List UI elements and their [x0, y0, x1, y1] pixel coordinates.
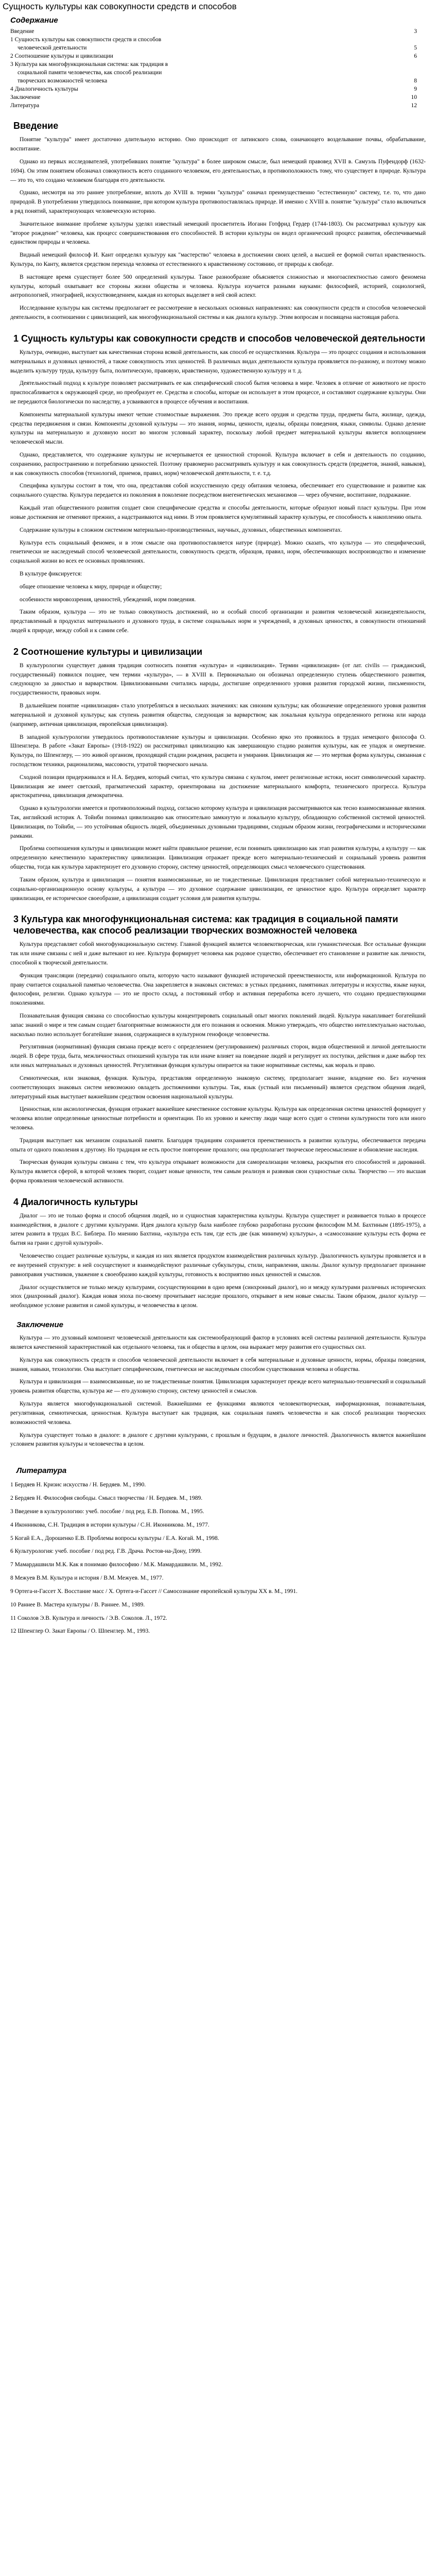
literature-item: 11 Соколов Э.В. Культура и личность / Э.В. Соколов. Л., 1972. — [10, 1615, 167, 1621]
literature-item: 7 Мамардашвили М.К. Как я понимаю философию / М.К. Мамардашвили. М., 1992. — [10, 1562, 223, 1568]
paragraph: Культура, очевидно, выступает как качественная сторона всякой деятельности, как способ ее осуществления. Культура — это процесс создания и использования материальных и духовных ценностей, а также совокупность этих ценностей. В различных видах деятельности культура проявляется по-разному, и поэтому можно выделить культуру труда, культуру быта, политическую, правовую, нравственную, художественную культуру и т. д. — [10, 349, 426, 374]
toc-entry-title: 4 Диалогичность культуры — [10, 86, 78, 93]
paragraph: Однако из первых исследователей, употребивших понятие "культура" в более широком смысле, был немецкий правовед XVII в. Самуэль Пуфендорф (1632-1694). Он этим понятием обозначал совокупность всего созданного человеком, его деятельностью, в противоположность тому, что существует в природе. Культура — это то, что создано человеком благодаря его деятельности. — [10, 158, 426, 183]
toc-entry-page — [396, 60, 422, 69]
toc-entry-page: 6 — [414, 53, 417, 60]
toc-entry-title: творческих возможностей человека — [18, 78, 108, 84]
paragraph: Понятие "культура" имеет достаточно длительную историю. Оно происходит от латинского слова, означающего возделывание почвы, обрабатывание, воспитание. — [10, 137, 426, 152]
intro-section — [10, 135, 426, 323]
paragraph: Исследование культуры как системы предполагает ее рассмотрение в нескольких основных направлениях: как совокупности средств и способов человеческой деятельности, в соотношении с цивилизацией, как многофункциональной системы и как диалога культур. Этим вопросам и посвящена настоящая работа. — [10, 305, 426, 321]
paragraph: общее отношение человека к миру, природе и обществу; — [20, 583, 162, 590]
paragraph: Проблема соотношения культуры и цивилизации может найти правильное решение, если понимать цивилизацию как этап развития культуры, а культуру — как определенную качественную характеристику цивилизации. Цивилизация отражает прежде всего материально-технический и социальный уровень развития общества, тогда как культура характеризует его духовную сторону, систему ценностей, определяющих смысл человеческого существования. — [10, 845, 426, 871]
paragraph: Содержание культуры в сложном системном материально-производственных, научных, духовных, общественных компонентах. — [20, 527, 342, 533]
toc-entry-title: 3 Культура как многофункциональная система: как традиция в — [10, 61, 168, 68]
toc-entry-page — [396, 69, 422, 77]
literature-heading: Литература — [16, 1466, 67, 1476]
toc-entry-page: 9 — [414, 86, 417, 93]
toc-entry-title: Введение — [10, 28, 34, 35]
section4-body — [10, 1212, 426, 1311]
toc-entry-page: 3 — [414, 28, 417, 35]
document-body — [10, 120, 426, 1636]
paragraph: Деятельностный подход к культуре позволяет рассматривать ее как специфический способ бытия человека в мире. Человек в отличие от животного не просто приспосабливается к окружающей среде, но преобразует ее. Средства и способы, которые он использует в этом процессе, и составляют содержание культуры. Они не передаются биологически по наследству, а усваиваются в процессе обучения и воспитания. — [10, 380, 426, 405]
toc-entry-page: 5 — [414, 45, 417, 52]
paragraph: Видный немецкий философ И. Кант определял культуру как "мастерство" человека в достижении своих целей, а высшей ее формой считал нравственность. Культура, по Канту, является средством перехода человека от естественного к нравственному состоянию, от природы к свободе. — [10, 252, 426, 267]
toc-entry-title: социальной памяти человечества, как способ реализации — [18, 70, 162, 76]
conclusion-heading: Заключение — [16, 1320, 63, 1329]
paragraph: В настоящее время существует более 500 определений культуры. Такое разнообразие объясняется сложностью и многоаспектностью самого феномена культуры, который охватывает все стороны жизни общества и человека. Культура изучается разными науками: философией, историей, социологией, антропологией, этнографией, искусствоведением, каждая из которых выделяет в ней свой аспект. — [10, 274, 426, 299]
toc-heading: Содержание — [10, 16, 58, 25]
paragraph: Культура как совокупность средств и способов человеческой деятельности включает в себя материальные и духовные ценности, нормы, образцы поведения, знания, навыки, технологии. Она выступает специфическим, генетически не наследуемым способом существования человека и общества. — [10, 1357, 426, 1372]
toc-entry-page — [396, 36, 422, 44]
toc-entry[interactable] — [10, 77, 422, 85]
section3-body — [10, 940, 426, 1186]
paragraph: Культура существует только в диалоге: в диалоге с другими культурами, с прошлым и будущим, в диалоге личностей. Диалогичность является важнейшим условием развития культуры и человечества в целом. — [10, 1432, 426, 1448]
paragraph: Познавательная функция связана со способностью культуры концентрировать социальный опыт многих поколений людей. Культура накапливает богатейший запас знаний о мире и тем самым создает благоприятные возможности для его познания и освоения. Можно утверждать, что общество интеллектуально настолько, насколько полно использует богатейшие знания, содержащиеся в культурном генофонде человечества. — [10, 1013, 426, 1038]
toc-entry[interactable] — [10, 52, 422, 60]
toc-entry[interactable] — [10, 85, 422, 93]
paragraph: Культура представляет собой многофункциональную систему. Главной функцией является человекотворческая, или гуманистическая. Все остальные функции так или иначе связаны с ней и даже вытекают из нее. Культура формирует человека как родовое существо, обеспечивает его становление и развитие как личности, способной к творческой деятельности. — [10, 941, 426, 966]
table-of-contents — [10, 14, 422, 110]
paragraph: Диалог осуществляется не только между культурами, сосуществующими в одно время (синхронный диалог), но и между культурами различных исторических эпох (диахронный диалог). Каждая новая эпоха по-своему прочитывает наследие прошлого, открывает в нем новые смыслы. Таким образом, диалог культур — необходимое условие развития и самой культуры, и человечества в целом. — [10, 1284, 426, 1309]
paragraph: Творческая функция культуры связана с тем, что культура открывает возможности для самореализации человека, раскрытия его способностей и дарований. Культура является сферой, в которой человек творит, создает новые ценности, тем самым реализуя и развивая свои сущностные силы. Творчество — это высшая форма проявления человеческой активности. — [10, 1159, 426, 1184]
paragraph: Таким образом, культура — это не только совокупность достижений, но и особый способ организации и развития человеческой жизнедеятельности, представленный в продуктах материального и духовного труда, в системе социальных норм и учреждений, в духовных ценностях, в совокупности отношений людей к природе, между собой и к самим себе. — [10, 609, 426, 634]
toc-entry[interactable] — [10, 60, 422, 69]
literature-item: 3 Введение в культурологию: учеб. пособие / под ред. Е.В. Попова. М., 1995. — [10, 1509, 204, 1515]
literature-item: 6 Культурология: учеб. пособие / под ред. Г.В. Драча. Ростов-на-Дону, 1999. — [10, 1548, 202, 1555]
literature-item: 5 Когай Е.А., Дорошенко Е.В. Проблемы вопросы культуры / Е.А. Когай. М., 1998. — [10, 1535, 219, 1541]
section1-body — [10, 348, 426, 636]
section2-heading: 2 Соотношение культуры и цивилизации — [13, 646, 203, 657]
toc-entry-page: 12 — [411, 103, 417, 109]
toc-entry-title: человеческой деятельности — [18, 45, 87, 52]
toc-entry[interactable] — [10, 101, 422, 110]
toc-list — [10, 27, 422, 110]
literature-list — [10, 1481, 426, 1636]
toc-entry[interactable] — [10, 93, 422, 101]
paragraph: Таким образом, культура и цивилизация — понятия взаимосвязанные, но не тождественные. Цивилизация представляет собой материально-техническую и социально-организационную основу культуры, а культура — это духовное содержание цивилизации, ее ценностное ядро. Культура определяет характер цивилизации, ее историческое своеобразие, а цивилизация создает условия для развития культуры. — [10, 876, 426, 902]
paragraph: Ценностная, или аксиологическая, функция отражает важнейшее качественное состояние культуры. Культура как определенная система ценностей формирует у человека вполне определенные ценностные потребности и ориентации. По их уровню и качеству люди чаще всего судят о степени культурности того или иного человека. — [10, 1106, 426, 1131]
paragraph: Каждый этап общественного развития создает свои специфические средства и способы деятельности, которые образуют новый пласт культуры. При этом новые достижения не отменяют прежних, а надстраиваются над ними. В этом проявляется кумулятивный характер культуры, ее способность к накоплению опыта. — [10, 505, 426, 520]
section1-heading: 1 Сущность культуры как совокупности средств и способов человеческой деятельности — [13, 333, 425, 344]
paragraph: Функция трансляции (передачи) социального опыта, которую часто называют функцией исторической преемственности, или информационной. Культура по праву считается социальной памятью человечества. Она закрепляется в знаковых системах: в устных преданиях, памятниках литературы и искусства, языке науки, философии, религии. Однако культура — это не просто склад, а постоянный отбор и активная переработка всего лучшего, что создано предшествующими поколениями. — [10, 972, 426, 1007]
toc-entry[interactable] — [10, 36, 422, 44]
toc-entry[interactable] — [10, 69, 422, 77]
paragraph: Специфика культуры состоит в том, что она, представляя собой искусственную среду обитания человека, обеспечивает его существование и развитие как социального существа. Культура передается из поколения в поколение посредством внегенетических механизмов — через обучение, воспитание, подражание. — [10, 483, 426, 499]
toc-entry-title: 1 Сущность культуры как совокупности средств и способов — [10, 37, 162, 43]
paragraph: Диалог — это не только форма и способ общения людей, но и сущностная характеристика культуры. Культура существует и развивается только в процессе взаимодействия, в диалоге с другими культурами. Идея диалога культур была наиболее глубоко разработана русским философом М.М. Бахтиным (1895-1975), а затем развита в трудах В.С. Библера. По мнению Бахтина, «культура есть там, где есть две (как минимум) культуры», а «самосознание культуры есть форма ее бытия на грани с другой культурой». — [10, 1212, 426, 1247]
document-title: Сущность культуры как совокупности средств и способов — [3, 2, 237, 11]
literature-item: 1 Бердяев Н. Кризис искусства / Н. Бердяев. М., 1990. — [10, 1482, 146, 1488]
paragraph: В западной культурологии утвердилось противопоставление культуры и цивилизации. Особенно ярко это проявилось в трудах немецкого философа О. Шпенглера. В работе «Закат Европы» (1918-1922) он рассматривал цивилизацию как завершающую стадию развития культуры, как ее упадок и омертвение. Культура, по Шпенглеру, — это живой организм, проходящий стадии рождения, расцвета и умирания. Цивилизация же — это мертвая форма культуры, связанная с господством техники, рационализма, массовости, утратой творческого начала. — [10, 734, 426, 768]
section3-heading: 3 Культура как многофункциональная система: как традиция в социальной памяти человечества, как способ реализации творческих возможностей человека — [13, 914, 398, 936]
paragraph: Человечество создает различные культуры, и каждая из них является продуктом взаимодействия различных культур. Диалогичность культуры проявляется и в ее внутренней структуре: в ней сосуществуют и взаимодействуют различные субкультуры, стили, направления, школы. Диалог культур предполагает признание равноправия участников, уважение к своеобразию каждой культуры, готовность к восприятию иных ценностей и смыслов. — [10, 1253, 426, 1278]
paragraph: Культура является многофункциональной системой. Важнейшими ее функциями являются человекотворческая, информационная, познавательная, регулятивная, семиотическая, ценностная. Культура выступает как традиция, как социальная память человечества и как способ реализации творческих возможностей человека. — [10, 1401, 426, 1426]
paragraph: особенности мировоззрения, ценностей, убеждений, норм поведения. — [20, 596, 196, 603]
paragraph: Однако в культурологии имеется и противоположный подход, согласно которому культура и цивилизация рассматриваются как тесно взаимосвязанные явления. Так, английский историк А. Тойнби понимал цивилизацию как относительно замкнутую и локальную культуру, обладающую собственной системой ценностей. Цивилизация, по Тойнби, — это устойчивая общность людей, объединенных духовными традициями, сходным образом жизни, географическими и историческими рамками. — [10, 805, 426, 839]
toc-entry-title: Заключение — [10, 94, 41, 101]
literature-item: 10 Раннее В. Мастера культуры / В. Раннее. М., 1989. — [10, 1601, 145, 1608]
paragraph: Однако, представляется, что содержание культуры не исчерпывается ее ценностной стороной. Культура включает в себя и деятельность по созданию, сохранению, распространению и потреблению ценностей. Поэтому правомерно рассматривать культуру и как совокупность средств (предметов, знаний, навыков), и как совокупность способов (технологий, приемов, правил, норм) человеческой деятельности, т. е. т.д. — [10, 452, 426, 477]
paragraph: Семиотическая, или знаковая, функция. Культура, представляя определенную знаковую систему, предполагает знание, владение ею. Без изучения соответствующих знаковых систем невозможно овладеть достижениями культуры. Так, язык (устный или письменный) является средством общения людей, литературный язык выступает важнейшим средством освоения национальной культуры. — [10, 1075, 426, 1100]
paragraph: Значительное внимание проблеме культуры уделял известный немецкий просветитель Иоганн Готфрид Гердер (1744-1803). Он рассматривал культуру как "второе рождение" человека, как процесс совершенствования его способностей. В истории культуры он видел органический процесс развития, обеспечиваемый единством природы и человека. — [10, 221, 426, 246]
toc-entry[interactable] — [10, 27, 422, 36]
literature-item: 4 Иконникова, С.Н. Традиция в истории культуры / С.Н. Иконникова. М., 1977. — [10, 1521, 210, 1528]
literature-item: 8 Межуев В.М. Культура и история / В.М. Межуев. М., 1977. — [10, 1575, 164, 1582]
literature-item: 9 Ортега-и-Гассет Х. Восстание масс / Х. Ортега-и-Гассет // Самосознание европейской культуры ХХ в. М., 1991. — [10, 1588, 298, 1595]
literature-item: 2 Бердяев Н. Философия свободы. Смысл творчества / Н. Бердяев. М., 1989. — [10, 1495, 203, 1502]
toc-entry-title: 2 Соотношение культуры и цивилизации — [10, 53, 113, 60]
paragraph: Культура и цивилизация — взаимосвязанные, но не тождественные понятия. Цивилизация характеризует прежде всего материально-технический и социальный уровень развития общества, культура же — его духовную сторону, систему ценностей и смыслов. — [10, 1379, 426, 1395]
conclusion-body — [10, 1334, 426, 1449]
paragraph: Компоненты материальной культуры имеют четкие стоимостные выражения. Это прежде всего орудия и средства труда, предметы быта, жилище, одежда, средства передвижения и связи. Компоненты духовной культуры — это знания, нормы, ценности, идеалы, образцы поведения, языки, символы. Однако деление культуры на материальную и духовную носит во многом условный характер, поскольку любой предмет материальной культуры является воплощением человеческой мысли. — [10, 411, 426, 446]
paragraph: Традиция выступает как механизм социальной памяти. Благодаря традициям сохраняется преемственность в развитии культуры, обеспечивается передача опыта от одного поколения к другому. Но традиция не есть простое повторение прошлого; она предполагает творческое переосмысление и обновление наследия. — [10, 1137, 426, 1153]
toc-entry-page: 10 — [411, 94, 417, 101]
paragraph: Сходной позиции придерживался и Н.А. Бердяев, который считал, что культура связана с культом, имеет религиозные истоки, носит символический характер. Цивилизация же имеет светский, прагматический характер, ориентирована на достижение материального комфорта, технического прогресса. Культура аристократична, цивилизация демократична. — [10, 774, 426, 799]
paragraph: Регулятивная (нормативная) функция связана прежде всего с определением (регулированием) различных сторон, видов общественной и личной деятельности людей. В сфере труда, быта, межличностных отношений культура так или иначе влияет на поведение людей и регулирует их поступки, действия и даже выбор тех или иных материальных и духовных ценностей. Регулятивная функция культуры опирается на такие нормативные системы, как мораль и право. — [10, 1044, 426, 1069]
toc-entry[interactable] — [10, 44, 422, 52]
toc-entry-title: Литература — [10, 103, 40, 109]
paragraph: В культуре фиксируется: — [20, 570, 82, 577]
paragraph: В дальнейшем понятие «цивилизация» стало употребляться в нескольких значениях: как синоним культуры; как обозначение определенного уровня развития материальной и духовной культуры; как ступень развития общества, следующая за варварством; как локальная культура определенного региона или народа (например, античная цивилизация, европейская цивилизация). — [10, 703, 426, 727]
intro-heading: Введение — [13, 121, 59, 131]
paragraph: Культура — это духовный компонент человеческой деятельности как системообразующий фактор в условиях всей системы различной деятельности. Культура является качественной характеристикой как отдельного человека, так и общества в целом, она выражает меру развития его сущностных сил. — [10, 1335, 426, 1350]
paragraph: Однако, несмотря на это раннее употребление, вплоть до XVIII в. термин "культура" означал преимущественно "естественную" систему, т.е. то, что дано природой. В употреблении утвердилось понимание, при котором культура противопоставлялась природе. И именно с XVIII в. понятие "культура" стало включаться в ряд понятий, характеризующих человеческую историю. — [10, 190, 426, 214]
section2-body — [10, 662, 426, 904]
paragraph: В культурологии существует давняя традиция соотносить понятия «культура» и «цивилизация». Термин «цивилизация» (от лат. civilis — гражданский, государственный) появился позднее, чем термин «культура», — в XVIII в. Первоначально он обозначал определенную ступень общественного развития, следующую за дикостью и варварством. Цивилизованными считались народы, достигшие определенного уровня развития городской жизни, письменности, государственности, правовых норм. — [10, 662, 426, 697]
literature-item: 12 Шпенглер О. Закат Европы / О. Шпенглер. М., 1993. — [10, 1628, 150, 1635]
toc-entry-page: 8 — [414, 78, 417, 84]
section4-heading: 4 Диалогичность культуры — [13, 1196, 138, 1207]
paragraph: Культура есть социальный феномен, и в этом смысле она противопоставляется натуре (природе). Можно сказать, что культура — это специфический, генетически не наследуемый способ человеческой деятельности, совокупность средств, образцов, правил, норм, обеспечивающих воспроизводство и изменение социальной жизни во всех ее основных проявлениях. — [10, 539, 426, 565]
